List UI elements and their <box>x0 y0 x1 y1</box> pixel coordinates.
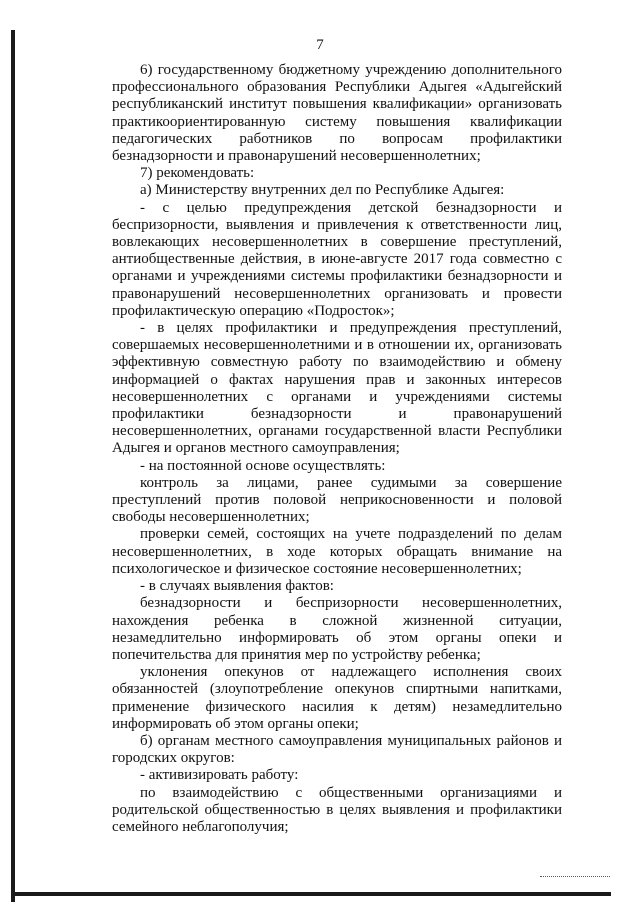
scan-artifact-dots <box>540 876 610 878</box>
paragraph-interaction: по взаимодействию с общественными организациями и родительской общественностью в целях выявления и профилактики семейного неблагополучия; <box>112 784 562 835</box>
paragraph-item-7: 7) рекомендовать: <box>140 165 255 182</box>
paragraph-subitem-a: а) Министерству внутренних дел по Республике Адыгея: <box>140 182 505 199</box>
document-body <box>112 62 562 836</box>
paragraph-item-6: 6) государственному бюджетному учреждению дополнительного профессионального образования Республики Адыгея «Адыгейский республиканский институт повышения квалификации» организовать практикоориентированную систему повышения квалификации педагогических работников по вопросам профилактики безнадзорности и правонарушений несовершеннолетних; <box>112 62 562 165</box>
paragraph-subitem-b: б) органам местного самоуправления муниципальных районов и городских округов: <box>112 732 562 767</box>
paragraph-neglect: безнадзорности и беспризорности несовершеннолетних, нахождения ребенка в сложной жизненной ситуации, незамедлительно информировать об этом органы опеки и попечительства для принятия мер по устройству ребенка; <box>112 595 562 663</box>
paragraph-bullet-prevention: - в целях профилактики и предупреждения преступлений, совершаемых несовершеннолетними и в отношении их, организовать эффективную совместную работу по взаимодействию и обмену информацией о фактах нарушения прав и законных интересов несовершеннолетних с органами и учреждениями системы профилактики безнадзорности и правонарушений несовершеннолетних, органами государственной власти Республики Адыгея и органов местного самоуправления; <box>112 320 562 457</box>
scan-left-border <box>11 30 15 902</box>
page-number: 7 <box>316 37 324 53</box>
paragraph-bullet-activate: - активизировать работу: <box>140 767 299 784</box>
paragraph-bullet-cases: - в случаях выявления фактов: <box>140 578 334 595</box>
paragraph-control: контроль за лицами, ранее судимыми за совершение преступлений против половой неприкосновенности и половой свободы несовершеннолетних; <box>112 474 562 526</box>
paragraph-family-checks: проверки семей, состоящих на учете подразделений по делам несовершеннолетних, в ходе которых обращать внимание на психологическое и физическое состояние несовершеннолетних; <box>112 526 562 577</box>
scan-bottom-border <box>11 892 611 896</box>
paragraph-bullet-ongoing: - на постоянной основе осуществлять: <box>140 457 386 474</box>
paragraph-guardians: уклонения опекунов от надлежащего исполнения своих обязанностей (злоупотребление опекунов спиртными напитками, применение физического насилия к детям) незамедлительно информировать об этом органы опеки; <box>112 664 562 732</box>
paragraph-bullet-operation: - с целью предупреждения детской безнадзорности и беспризорности, выявления и привлечения к ответственности лиц, вовлекающих несовершеннолетних в совершение преступлений, антиобщественные действия, в июне-августе 2017 года совместно с органами и учреждениями системы профилактики безнадзорности и правонарушений несовершеннолетних организовать и провести профилактическую операцию «Подросток»; <box>112 199 562 319</box>
